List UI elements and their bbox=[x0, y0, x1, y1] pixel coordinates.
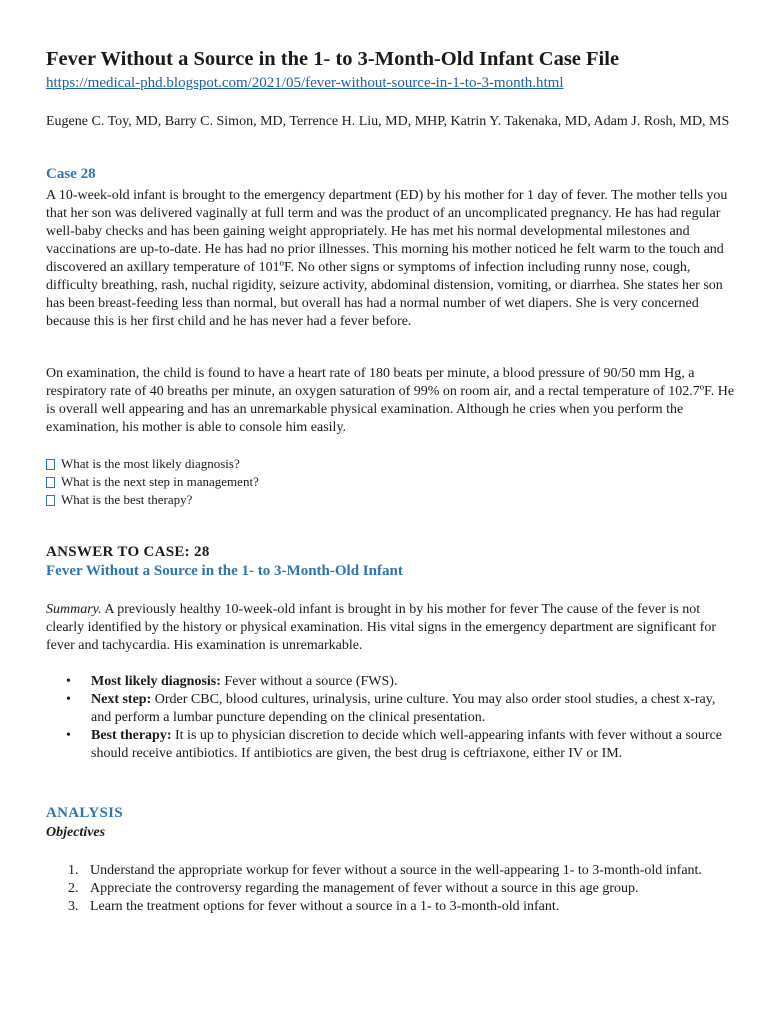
checkbox-icon bbox=[46, 495, 55, 506]
bullet-text: Fever without a source (FWS). bbox=[220, 674, 398, 689]
bullet-item bbox=[46, 727, 736, 763]
summary-paragraph bbox=[46, 601, 736, 655]
objective-item bbox=[46, 862, 736, 880]
analysis-heading: ANALYSIS bbox=[46, 805, 123, 821]
bullet-text: Order CBC, blood cultures, urinalysis, urine culture. You may also order stool studies, a chest x-ray, and perform a lumbar puncture depending on the clinical presentation. bbox=[91, 692, 716, 725]
bullet-label: Next step: bbox=[91, 692, 152, 707]
answer-heading: ANSWER TO CASE: 28 bbox=[46, 544, 210, 560]
summary-label: Summary. bbox=[46, 602, 102, 617]
objective-number: 2. bbox=[68, 881, 79, 896]
bullet-item bbox=[46, 691, 736, 727]
objectives-heading: Objectives bbox=[46, 825, 106, 840]
question-text: What is the most likely diagnosis? bbox=[61, 456, 240, 471]
authors: Eugene C. Toy, MD, Barry C. Simon, MD, Terrence H. Liu, MD, MHP, Katrin Y. Takenaka, MD, Adam J. Rosh, MD, MS bbox=[46, 114, 730, 129]
question-item bbox=[46, 455, 259, 473]
bullet-item bbox=[46, 673, 736, 691]
objective-text: Learn the treatment options for fever without a source in a 1- to 3-month-old infant. bbox=[90, 899, 560, 914]
question-text: What is the next step in management? bbox=[61, 474, 259, 489]
objective-text: Appreciate the controversy regarding the management of fever without a source in this age group. bbox=[90, 881, 639, 896]
case-paragraph-2: On examination, the child is found to have a heart rate of 180 beats per minute, a blood pressure of 90/50 mm Hg, a respiratory rate of 40 breaths per minute, an oxygen saturation of 99% on room air, and a rectal temperature of 102.7ºF. He is overall well appearing and has an unremarkable physical examination. Although he cries when you perform the examination, his mother is able to console him easily. bbox=[46, 366, 735, 435]
objective-number: 1. bbox=[68, 863, 79, 878]
bullet-text: It is up to physician discretion to decide which well-appearing infants with fever without a source should receive antibiotics. If antibiotics are given, the best drug is ceftriaxone, either IV or IM. bbox=[91, 728, 723, 761]
bullet-label: Most likely diagnosis: bbox=[91, 674, 221, 689]
objective-text: Understand the appropriate workup for fever without a source in the well-appearing 1- to 3-month-old infant. bbox=[90, 863, 702, 878]
objective-item bbox=[46, 898, 736, 916]
objectives-list bbox=[46, 862, 736, 916]
question-list bbox=[46, 455, 259, 509]
bullet-label: Best therapy: bbox=[91, 728, 172, 743]
objective-number: 3. bbox=[68, 899, 79, 914]
checkbox-icon bbox=[46, 459, 55, 470]
case-paragraph-1: A 10-week-old infant is brought to the emergency department (ED) by his mother for 1 day of fever. The mother tells you that her son was delivered vaginally at full term and was the product of an uncomplicated pregnancy. He has had regular well-baby checks and has been gaining weight appropriately. He has met his normal developmental milestones and vaccinations are up-to-date. He has had no prior illnesses. This morning his mother noticed he felt warm to the touch and discovered an axillary temperature of 101ºF. No other signs or symptoms of infection including runny nose, cough, difficulty breathing, rash, nuchal rigidity, seizure activity, abdominal distension, vomiting, or diarrhea. She states her son has been breast-feeding less than normal, but overall has had a normal number of wet diapers. She is very concerned because this is her first child and he has never had a fever before. bbox=[46, 188, 728, 329]
answer-bullet-list bbox=[46, 673, 736, 763]
question-item bbox=[46, 491, 259, 509]
summary-text: A previously healthy 10-week-old infant is brought in by his mother for fever The cause of the fever is not clearly identified by the history or physical examination. His vital signs in the emergency department are significant for fever and tachycardia. His examination is unremarkable. bbox=[46, 602, 716, 653]
case-heading: Case 28 bbox=[46, 166, 96, 182]
checkbox-icon bbox=[46, 477, 55, 488]
question-text: What is the best therapy? bbox=[61, 492, 193, 507]
answer-subheading: Fever Without a Source in the 1- to 3-Month-Old Infant bbox=[46, 563, 403, 579]
page-title: Fever Without a Source in the 1- to 3-Month-Old Infant Case File bbox=[46, 48, 620, 70]
question-item bbox=[46, 473, 259, 491]
objective-item bbox=[46, 880, 736, 898]
source-link[interactable]: https://medical-phd.blogspot.com/2021/05/fever-without-source-in-1-to-3-month.html bbox=[46, 75, 564, 91]
